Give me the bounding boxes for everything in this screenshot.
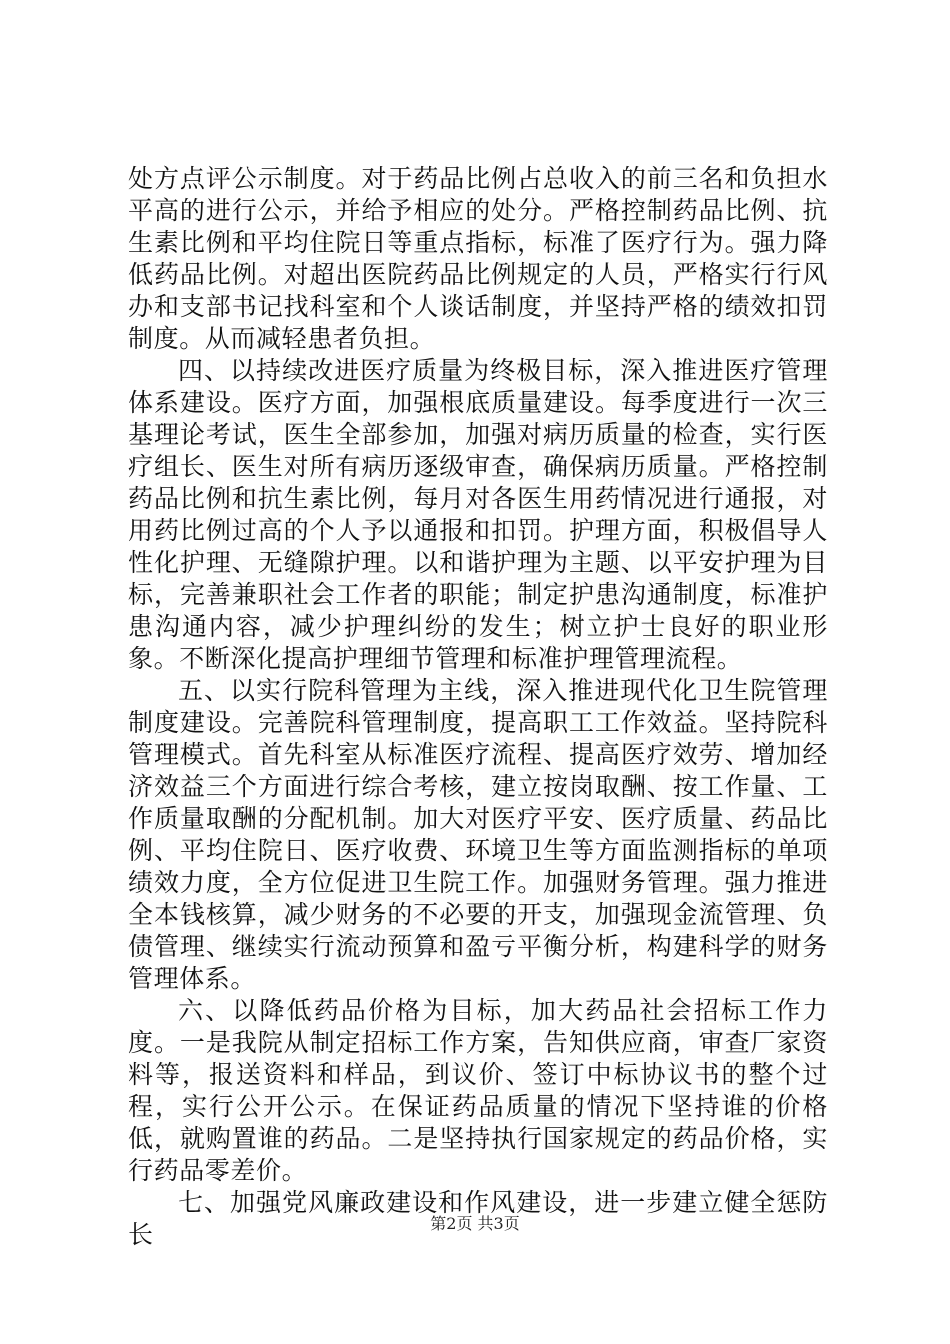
paragraph-continuation: 处方点评公示制度。对于药品比例占总收入的前三名和负担水平高的进行公示，并给予相应的处分。严格控制药品比例、抗生素比例和平均住院日等重点指标，标准了医疗行为。强力降低药品比例。对超出医院药品比例规定的人员，严格实行行风办和支部书记找科室和个人谈话制度，并坚持严格的绩效扣罚制度。从而减轻患者负担。	[128, 164, 828, 353]
paragraph-section-7: 七、加强党风廉政建设和作风建设，进一步建立健全惩防长	[128, 1188, 828, 1249]
page-footer	[0, 1214, 950, 1234]
page-number-label: 第2页 共3页	[430, 1214, 520, 1233]
paragraph-section-5: 五、以实行院科管理为主线，深入推进现代化卫生院管理制度建设。完善院科管理制度，提高职工工作效益。坚持院科管理模式。首先科室从标准医疗流程、提高医疗效劳、增加经济效益三个方面进行综合考核，建立按岗取酬、按工作量、工作质量取酬的分配机制。加大对医疗平安、医疗质量、药品比例、平均住院日、医疗收费、环境卫生等方面监测指标的单项绩效力度，全方位促进卫生院工作。加强财务管理。强力推进全本钱核算，减少财务的不必要的开支，加强现金流管理、负债管理、继续实行流动预算和盈亏平衡分析，构建科学的财务管理体系。	[128, 676, 828, 993]
paragraph-section-4: 四、以持续改进医疗质量为终极目标，深入推进医疗管理体系建设。医疗方面，加强根底质量建设。每季度进行一次三基理论考试，医生全部参加，加强对病历质量的检查，实行医疗组长、医生对所有病历逐级审查，确保病历质量。严格控制药品比例和抗生素比例，每月对各医生用药情况进行通报，对用药比例过高的个人予以通报和扣罚。护理方面，积极倡导人性化护理、无缝隙护理。以和谐护理为主题、以平安护理为目标，完善兼职社会工作者的职能；制定护患沟通制度，标准护患沟通内容，减少护理纠纷的发生；树立护士良好的职业形象。不断深化提高护理细节管理和标准护理管理流程。	[128, 356, 828, 673]
paragraph-section-6: 六、以降低药品价格为目标，加大药品社会招标工作力度。一是我院从制定招标工作方案，告知供应商，审查厂家资料等，报送资料和样品，到议价、签订中标协议书的整个过程，实行公开公示。在保证药品质量的情况下坚持谁的价格低，就购置谁的药品。二是坚持执行国家规定的药品价格，实行药品零差价。	[128, 996, 828, 1185]
document-body	[128, 163, 828, 1251]
